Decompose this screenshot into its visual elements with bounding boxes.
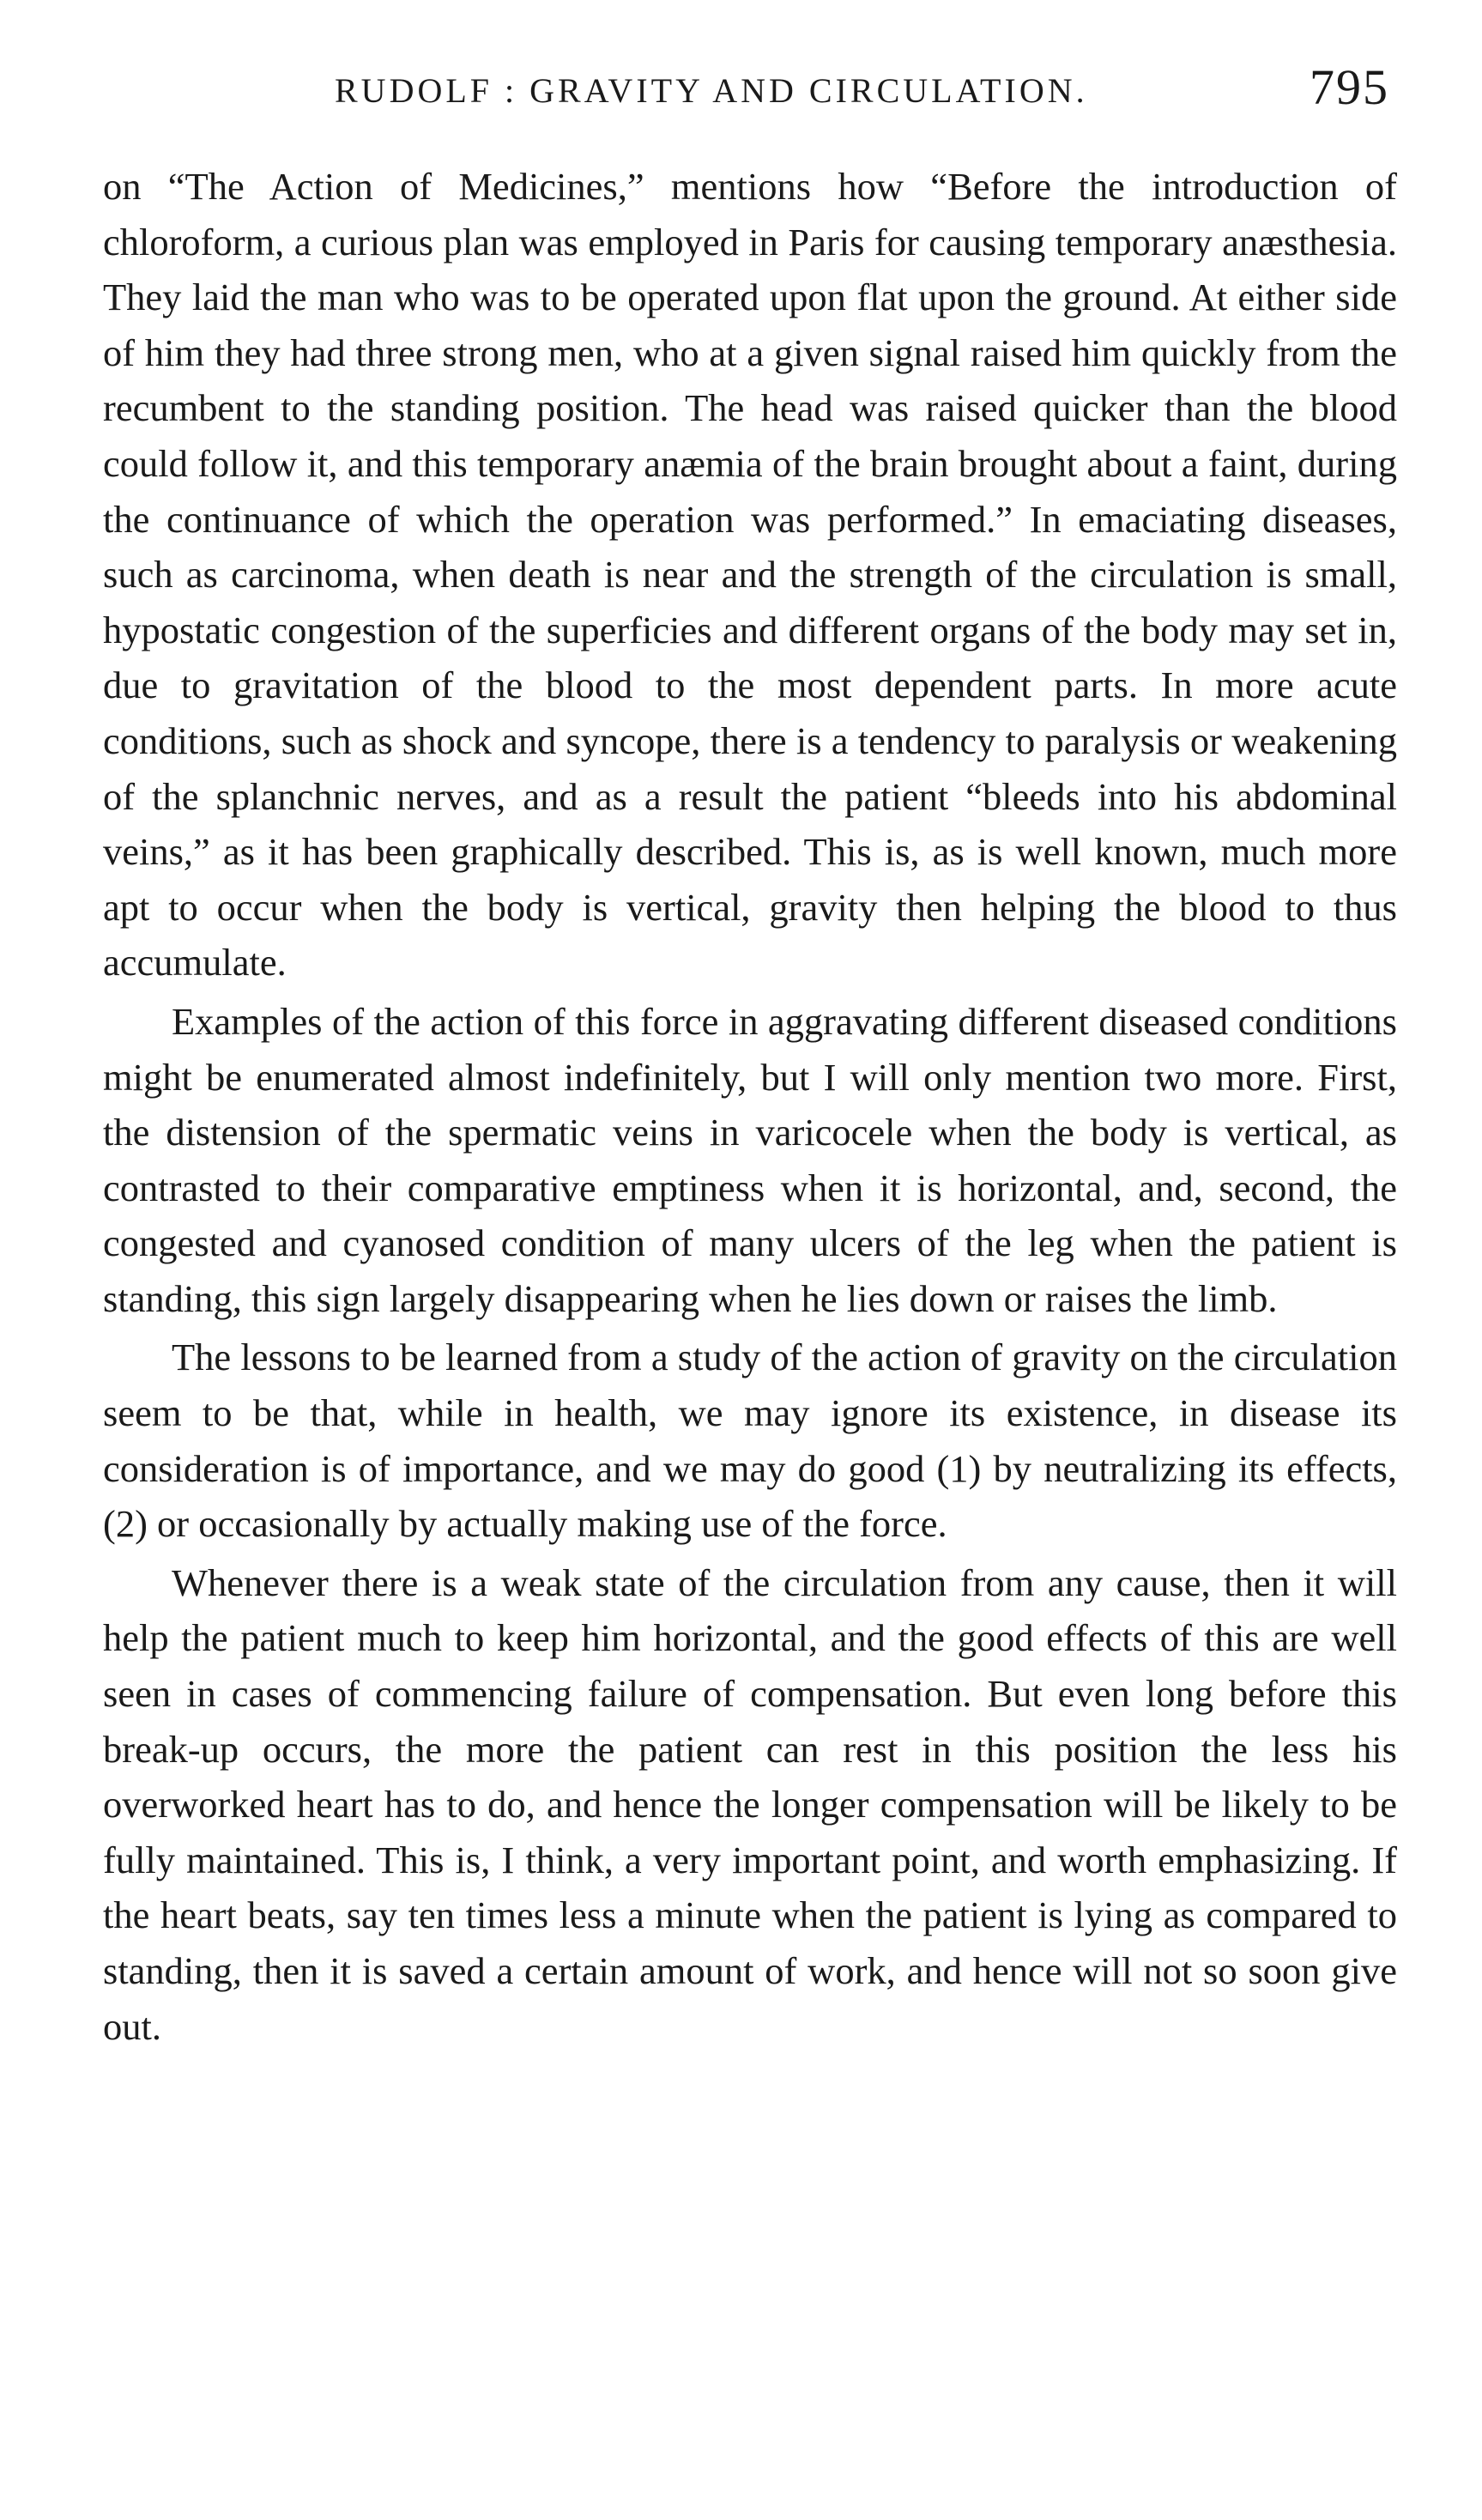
body-text bbox=[103, 159, 1397, 2057]
running-head bbox=[103, 58, 1396, 127]
page-number: 795 bbox=[1310, 59, 1389, 115]
paragraph-weak-circulation: Whenever there is a weak state of the circulation from any cause, then it will help the patient much to keep him horizontal, and the good effects of this are well seen in cases of commencing failure of compensation. But even long before this break-up occurs, the more the patient can rest in this position the less his overworked heart has to do, and hence the longer compensation will be likely to be fully maintained. This is, I think, a very important point, and worth emphasizing. If the heart beats, say ten times less a minute when the patient is lying as compared to standing, then it is saved a certain amount of work, and hence will not so soon give out. bbox=[103, 1560, 1397, 2048]
paragraph-continuation: on “The Action of Medicines,” mentions how “Before the introduction of chloroform, a curious plan was employed in Paris for causing temporary anæsthesia. They laid the man who was to be operated upon flat upon the ground. At either side of him they had three strong men, who at a given signal raised him quickly from the recumbent to the standing position. The head was raised quicker than the blood could follow it, and this temporary anæmia of the brain brought about a faint, during the continuance of which the operation was performed.” In emaciating diseases, such as carcinoma, when death is near and the strength of the circulation is small, hypostatic congestion of the superficies and different organs of the body may set in, due to gravitation of the blood to the most dependent parts. In more acute conditions, such as shock and syncope, there is a tendency to paralysis or weakening of the splanchnic nerves, and as a result the patient “bleeds into his abdominal veins,” as it has been graphically described. This is, as is well known, much more apt to occur when the body is vertical, gravity then helping the blood to thus accumulate. bbox=[103, 165, 1397, 984]
running-title: RUDOLF : GRAVITY AND CIRCULATION. bbox=[335, 71, 1088, 110]
paragraph-lessons: The lessons to be learned from a study of the action of gravity on the circulation seem to be that, while in health, we may ignore its existence, in disease its consideration is of importance, and we may do good (1) by neutralizing its effects, (2) or occasionally by actually making use of the force. bbox=[103, 1336, 1397, 1546]
paragraph-examples: Examples of the action of this force in aggravating different diseased conditions might be enumerated almost indefinitely, but I will only mention two more. First, the distension of the spermatic veins in varicocele when the body is vertical, as contrasted to their comparative emptiness when it is horizontal, and, second, the congested and cyanosed condition of many ulcers of the leg when the patient is standing, this sign largely disappearing when he lies down or raises the limb. bbox=[103, 999, 1397, 1320]
